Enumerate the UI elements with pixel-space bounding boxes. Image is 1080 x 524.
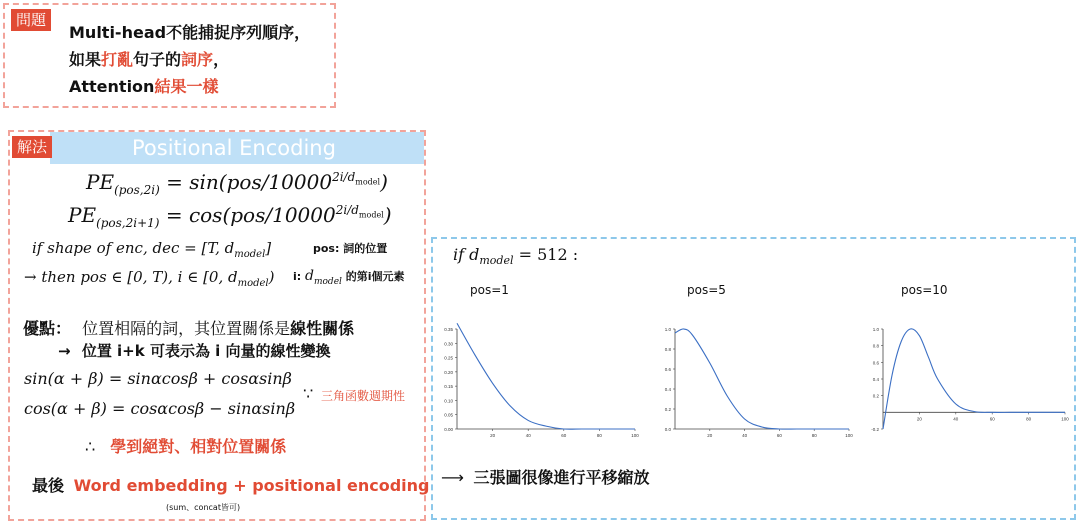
x-tick-label: 80 bbox=[1026, 416, 1032, 422]
y-tick-label: 0.8 bbox=[872, 343, 879, 349]
y-tick-label: 1.0 bbox=[872, 327, 879, 332]
problem-tag: 問題 bbox=[11, 9, 51, 31]
y-tick-label: 0.6 bbox=[664, 367, 671, 372]
plot-label-pos-5: pos=5 bbox=[687, 283, 726, 297]
formula-sin-sum: sin(α + β) = sinαcosβ + cosαsinβ bbox=[24, 369, 292, 388]
y-tick-label: 1.0 bbox=[664, 327, 671, 332]
y-tick-label: 0.2 bbox=[872, 393, 879, 399]
trig-note: 三角函數週期性 bbox=[321, 389, 406, 403]
y-tick-label: 0.00 bbox=[444, 427, 453, 432]
x-tick-label: 40 bbox=[953, 416, 959, 422]
x-tick-label: 100 bbox=[631, 433, 639, 438]
series-line bbox=[675, 329, 849, 429]
y-tick-label: 0.15 bbox=[444, 384, 453, 390]
problem-line-2: 如果打亂句子的詞序， bbox=[69, 50, 230, 69]
x-tick-label: 60 bbox=[989, 416, 995, 422]
x-tick-label: 60 bbox=[776, 433, 782, 438]
y-tick-label: 0.4 bbox=[872, 377, 879, 382]
formula-shape: if shape of enc, dec = [T, $d_{model}$] bbox=[32, 239, 272, 260]
formula-pe-sin: $PE_{(pos,2i)} = \sin(pos/10000^{2i/d_{model}})$ bbox=[86, 170, 388, 197]
y-tick-label: 0.10 bbox=[444, 398, 453, 404]
plot-label-pos-10: pos=10 bbox=[901, 283, 948, 297]
x-tick-label: 80 bbox=[811, 433, 817, 438]
y-tick-label: 0.20 bbox=[444, 369, 453, 375]
solution-box bbox=[8, 130, 430, 521]
plot-pos-1 bbox=[437, 323, 641, 447]
problem-box bbox=[3, 3, 336, 108]
x-tick-label: 100 bbox=[1061, 416, 1069, 422]
final-line: 最後 Word embedding + positional encoding bbox=[32, 476, 430, 495]
problem-line-3: Attention結果一樣 bbox=[69, 77, 219, 96]
x-tick-label: 20 bbox=[916, 416, 922, 422]
x-tick-label: 20 bbox=[490, 433, 496, 438]
y-tick-label: 0.0 bbox=[664, 427, 671, 432]
solution-tag: 解法 bbox=[12, 136, 52, 158]
y-tick-label: 0.2 bbox=[664, 407, 671, 412]
y-tick-label: 0.35 bbox=[444, 327, 453, 332]
because-symbol: ∵ bbox=[303, 384, 314, 403]
footnote: (sum、concat皆可) bbox=[166, 503, 241, 512]
x-tick-label: 40 bbox=[525, 433, 531, 438]
y-tick-label: 0.6 bbox=[872, 360, 879, 366]
conclusion-line: ∴ 學到絕對、相對位置關係 bbox=[85, 437, 287, 456]
i-label: i: $d_{model}$ 的第i個元素 bbox=[293, 268, 405, 287]
plot-label-pos-1: pos=1 bbox=[470, 283, 509, 297]
bottom-note: ⟶ 三張圖很像進行平移縮放 bbox=[441, 468, 650, 487]
y-tick-label: 0.05 bbox=[444, 412, 453, 418]
problem-line-1: Multi-head不能捕捉序列順序， bbox=[69, 23, 311, 42]
solution-title-bar bbox=[50, 132, 424, 164]
plot-pos-5 bbox=[655, 323, 855, 447]
y-tick-label: 0.8 bbox=[664, 347, 671, 352]
advantage-line: 優點： 位置相隔的詞，其位置關係是線性關係 bbox=[23, 319, 355, 338]
advantage-line-2: → 位置 i+k 可表示為 i 向量的線性變換 bbox=[58, 342, 331, 360]
y-tick-label: -0.2 bbox=[871, 427, 879, 432]
x-tick-label: 40 bbox=[742, 433, 748, 438]
plots-box bbox=[431, 237, 1076, 520]
formula-dmodel: if $d_{model} = 512$ : bbox=[453, 245, 579, 268]
x-tick-label: 80 bbox=[596, 433, 602, 438]
solution-title: Positional Encoding bbox=[132, 136, 336, 160]
series-line bbox=[457, 323, 635, 429]
formula-pe-cos: $PE_{(pos,2i+1)} = \cos(pos/10000^{2i/d_{model}})$ bbox=[68, 203, 392, 230]
formula-cos-sum: cos(α + β) = cosαcosβ − sinαsinβ bbox=[24, 399, 296, 418]
y-tick-label: 0.25 bbox=[444, 355, 453, 361]
y-tick-label: 0.30 bbox=[444, 341, 453, 347]
x-tick-label: 20 bbox=[707, 433, 713, 438]
series-line bbox=[883, 329, 1065, 429]
y-tick-label: 0.4 bbox=[664, 387, 671, 392]
x-tick-label: 100 bbox=[845, 433, 853, 438]
plot-pos-10 bbox=[863, 323, 1071, 447]
x-tick-label: 60 bbox=[561, 433, 567, 438]
formula-range: → then pos ∈ [0, T), i ∈ [0, $d_{model}$) bbox=[24, 268, 275, 289]
pos-label: pos: 詞的位置 bbox=[313, 242, 388, 255]
